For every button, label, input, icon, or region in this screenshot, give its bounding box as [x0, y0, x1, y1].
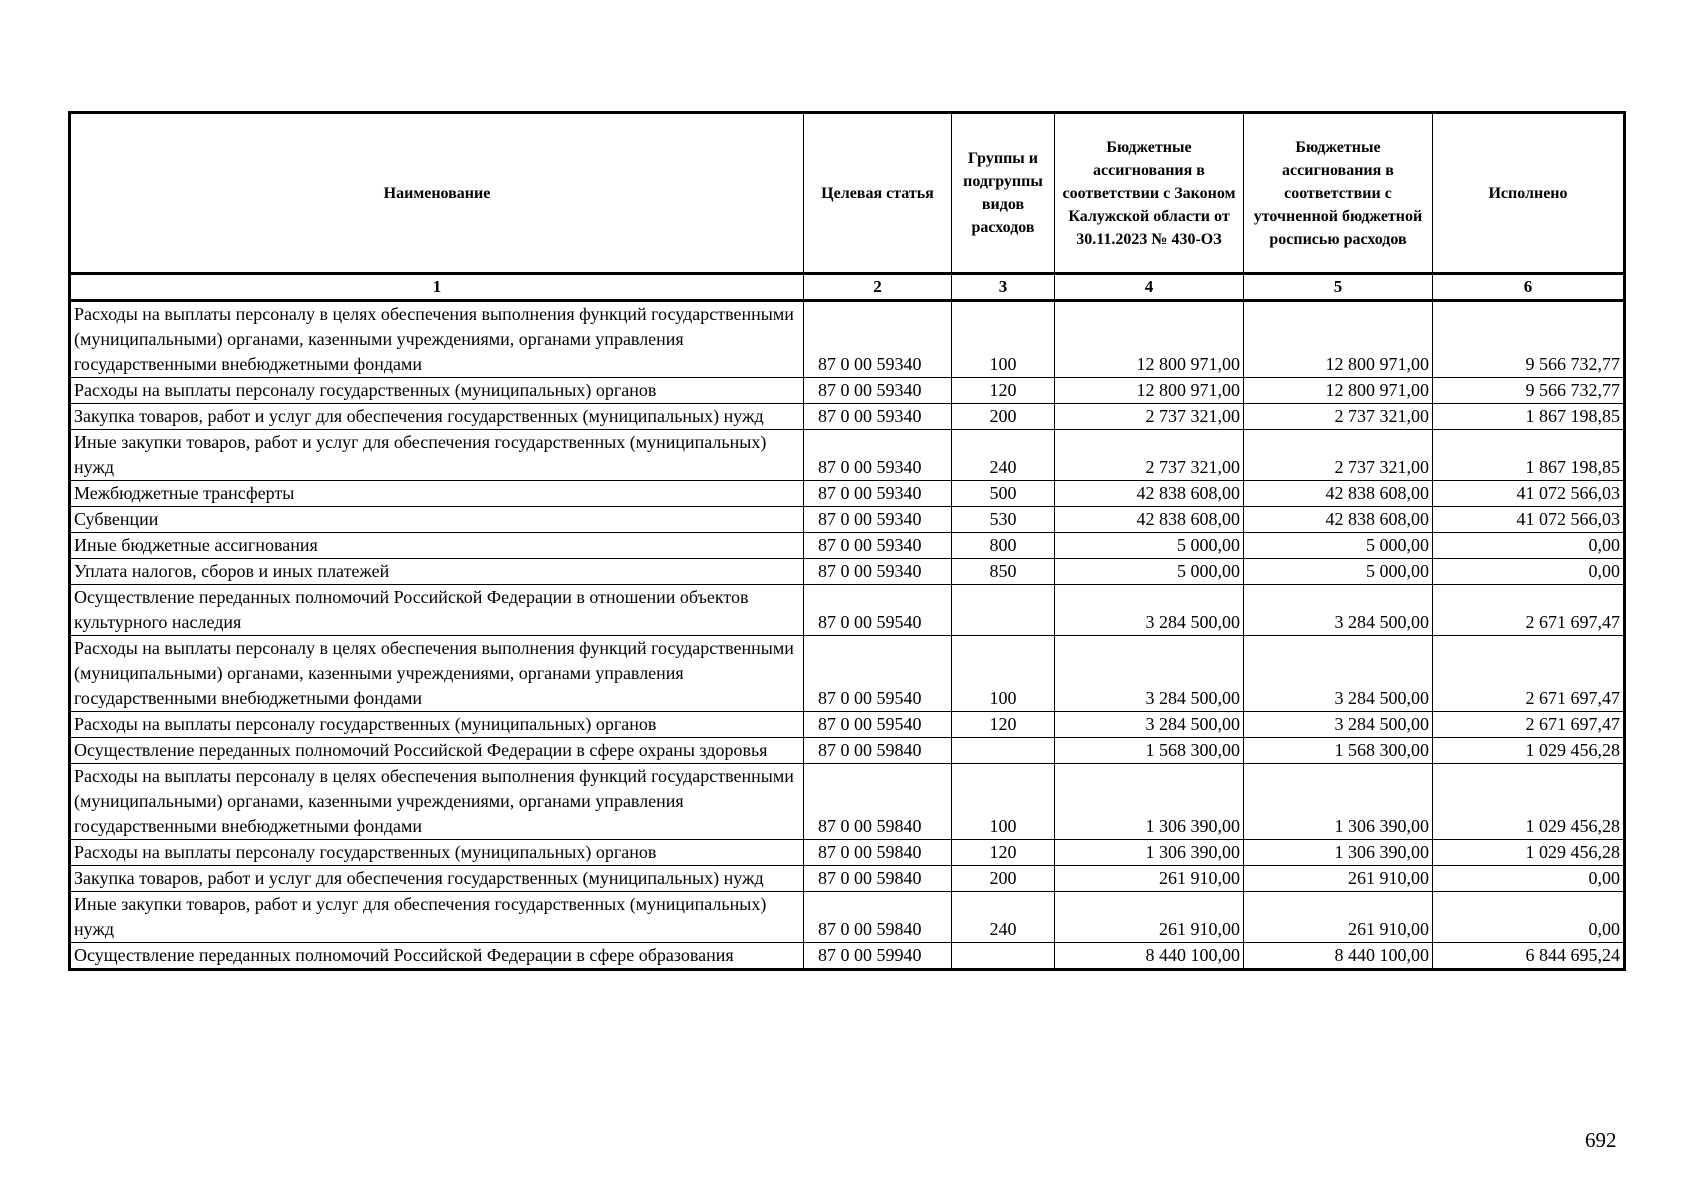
- row-target-article-cell: 87 0 00 59840: [804, 764, 952, 840]
- row-law-allocation-cell: 42 838 608,00: [1055, 507, 1244, 533]
- table-header: [70, 113, 1625, 301]
- row-executed-cell: 2 671 697,47: [1433, 636, 1625, 712]
- table-row: [70, 301, 1625, 378]
- row-name-cell: Закупка товаров, работ и услуг для обеспечения государственных (муниципальных) нужд: [70, 404, 804, 430]
- table-row: [70, 533, 1625, 559]
- page-number: 692: [1585, 1128, 1617, 1152]
- row-law-allocation-cell: 2 737 321,00: [1055, 404, 1244, 430]
- row-name-cell: Расходы на выплаты персоналу государственных (муниципальных) органов: [70, 712, 804, 738]
- row-refined-allocation-cell: 261 910,00: [1244, 866, 1433, 892]
- row-refined-allocation-cell: 12 800 971,00: [1244, 301, 1433, 378]
- row-expense-group-cell: 500: [952, 481, 1055, 507]
- row-target-article-cell: 87 0 00 59540: [804, 636, 952, 712]
- row-target-article-cell: 87 0 00 59840: [804, 840, 952, 866]
- row-expense-group-cell: 200: [952, 404, 1055, 430]
- row-executed-cell: 1 029 456,28: [1433, 840, 1625, 866]
- table-body: [70, 301, 1625, 970]
- table-row: [70, 943, 1625, 970]
- row-refined-allocation-cell: 1 568 300,00: [1244, 738, 1433, 764]
- table-row: [70, 559, 1625, 585]
- row-executed-cell: 6 844 695,24: [1433, 943, 1625, 970]
- column-number: 2: [804, 274, 952, 301]
- row-refined-allocation-cell: 42 838 608,00: [1244, 507, 1433, 533]
- row-name-cell: Расходы на выплаты персоналу государственных (муниципальных) органов: [70, 378, 804, 404]
- column-number: 4: [1055, 274, 1244, 301]
- row-target-article-cell: 87 0 00 59340: [804, 301, 952, 378]
- row-law-allocation-cell: 3 284 500,00: [1055, 712, 1244, 738]
- row-executed-cell: 41 072 566,03: [1433, 481, 1625, 507]
- row-target-article-cell: 87 0 00 59340: [804, 507, 952, 533]
- column-number: 5: [1244, 274, 1433, 301]
- row-refined-allocation-cell: 8 440 100,00: [1244, 943, 1433, 970]
- row-refined-allocation-cell: 5 000,00: [1244, 559, 1433, 585]
- row-refined-allocation-cell: 3 284 500,00: [1244, 712, 1433, 738]
- row-law-allocation-cell: 42 838 608,00: [1055, 481, 1244, 507]
- header-expense-groups: Группы и подгруппы видов расходов: [952, 113, 1055, 274]
- row-law-allocation-cell: 12 800 971,00: [1055, 301, 1244, 378]
- table-row: [70, 866, 1625, 892]
- table-row: [70, 636, 1625, 712]
- row-expense-group-cell: 100: [952, 301, 1055, 378]
- row-target-article-cell: 87 0 00 59340: [804, 430, 952, 481]
- row-executed-cell: 1 029 456,28: [1433, 738, 1625, 764]
- row-name-cell: Уплата налогов, сборов и иных платежей: [70, 559, 804, 585]
- row-expense-group-cell: 120: [952, 840, 1055, 866]
- header-law-allocations: Бюджетные ассигнования в соответствии с Законом Калужской области от 30.11.2023 № 430-ОЗ: [1055, 113, 1244, 274]
- row-executed-cell: 2 671 697,47: [1433, 585, 1625, 636]
- row-refined-allocation-cell: 261 910,00: [1244, 892, 1433, 943]
- row-refined-allocation-cell: 5 000,00: [1244, 533, 1433, 559]
- row-name-cell: Расходы на выплаты персоналу в целях обеспечения выполнения функций государственными (муниципальными) органами, казенными учреждениями, органами управления государственными внебюджетными фондами: [70, 636, 804, 712]
- row-law-allocation-cell: 8 440 100,00: [1055, 943, 1244, 970]
- row-expense-group-cell: 100: [952, 764, 1055, 840]
- row-refined-allocation-cell: 3 284 500,00: [1244, 636, 1433, 712]
- row-target-article-cell: 87 0 00 59340: [804, 404, 952, 430]
- row-target-article-cell: 87 0 00 59340: [804, 481, 952, 507]
- row-executed-cell: 0,00: [1433, 559, 1625, 585]
- row-name-cell: Осуществление переданных полномочий Российской Федерации в отношении объектов культурного наследия: [70, 585, 804, 636]
- row-name-cell: Закупка товаров, работ и услуг для обеспечения государственных (муниципальных) нужд: [70, 866, 804, 892]
- row-target-article-cell: 87 0 00 59840: [804, 892, 952, 943]
- row-target-article-cell: 87 0 00 59940: [804, 943, 952, 970]
- row-expense-group-cell: [952, 943, 1055, 970]
- table-row: [70, 764, 1625, 840]
- row-executed-cell: 9 566 732,77: [1433, 301, 1625, 378]
- row-refined-allocation-cell: 12 800 971,00: [1244, 378, 1433, 404]
- table-row: [70, 430, 1625, 481]
- row-expense-group-cell: [952, 738, 1055, 764]
- row-executed-cell: 0,00: [1433, 892, 1625, 943]
- row-expense-group-cell: 530: [952, 507, 1055, 533]
- header-executed: Исполнено: [1433, 113, 1625, 274]
- row-refined-allocation-cell: 1 306 390,00: [1244, 840, 1433, 866]
- row-refined-allocation-cell: 3 284 500,00: [1244, 585, 1433, 636]
- row-expense-group-cell: 120: [952, 378, 1055, 404]
- column-number: 3: [952, 274, 1055, 301]
- row-name-cell: Расходы на выплаты персоналу в целях обеспечения выполнения функций государственными (муниципальными) органами, казенными учреждениями, органами управления государственными внебюджетными фондами: [70, 301, 804, 378]
- row-target-article-cell: 87 0 00 59540: [804, 712, 952, 738]
- row-law-allocation-cell: 12 800 971,00: [1055, 378, 1244, 404]
- row-law-allocation-cell: 261 910,00: [1055, 866, 1244, 892]
- table-row: [70, 507, 1625, 533]
- row-name-cell: Расходы на выплаты персоналу государственных (муниципальных) органов: [70, 840, 804, 866]
- row-name-cell: Иные закупки товаров, работ и услуг для обеспечения государственных (муниципальных) нужд: [70, 892, 804, 943]
- row-name-cell: Осуществление переданных полномочий Российской Федерации в сфере образования: [70, 943, 804, 970]
- header-refined-allocations: Бюджетные ассигнования в соответствии с уточненной бюджетной росписью расходов: [1244, 113, 1433, 274]
- row-expense-group-cell: 240: [952, 892, 1055, 943]
- row-refined-allocation-cell: 1 306 390,00: [1244, 764, 1433, 840]
- table-row: [70, 712, 1625, 738]
- row-law-allocation-cell: 261 910,00: [1055, 892, 1244, 943]
- column-number: 1: [70, 274, 804, 301]
- row-target-article-cell: 87 0 00 59540: [804, 585, 952, 636]
- row-law-allocation-cell: 1 568 300,00: [1055, 738, 1244, 764]
- table-row: [70, 404, 1625, 430]
- row-law-allocation-cell: 2 737 321,00: [1055, 430, 1244, 481]
- header-target-article: Целевая статья: [804, 113, 952, 274]
- table-row: [70, 378, 1625, 404]
- row-target-article-cell: 87 0 00 59340: [804, 533, 952, 559]
- row-executed-cell: 9 566 732,77: [1433, 378, 1625, 404]
- row-executed-cell: 2 671 697,47: [1433, 712, 1625, 738]
- row-refined-allocation-cell: 42 838 608,00: [1244, 481, 1433, 507]
- row-refined-allocation-cell: 2 737 321,00: [1244, 430, 1433, 481]
- row-law-allocation-cell: 3 284 500,00: [1055, 585, 1244, 636]
- row-expense-group-cell: 200: [952, 866, 1055, 892]
- row-executed-cell: 1 867 198,85: [1433, 404, 1625, 430]
- row-law-allocation-cell: 3 284 500,00: [1055, 636, 1244, 712]
- table-row: [70, 585, 1625, 636]
- row-executed-cell: 1 029 456,28: [1433, 764, 1625, 840]
- row-name-cell: Иные бюджетные ассигнования: [70, 533, 804, 559]
- row-law-allocation-cell: 5 000,00: [1055, 559, 1244, 585]
- row-expense-group-cell: 800: [952, 533, 1055, 559]
- row-expense-group-cell: [952, 585, 1055, 636]
- row-expense-group-cell: 850: [952, 559, 1055, 585]
- row-name-cell: Межбюджетные трансферты: [70, 481, 804, 507]
- budget-table: [68, 111, 1626, 971]
- column-number-row: [70, 274, 1625, 301]
- row-law-allocation-cell: 5 000,00: [1055, 533, 1244, 559]
- row-name-cell: Субвенции: [70, 507, 804, 533]
- row-expense-group-cell: 120: [952, 712, 1055, 738]
- row-name-cell: Осуществление переданных полномочий Российской Федерации в сфере охраны здоровья: [70, 738, 804, 764]
- row-law-allocation-cell: 1 306 390,00: [1055, 840, 1244, 866]
- table-row: [70, 892, 1625, 943]
- table-row: [70, 481, 1625, 507]
- row-target-article-cell: 87 0 00 59340: [804, 559, 952, 585]
- row-executed-cell: 41 072 566,03: [1433, 507, 1625, 533]
- row-executed-cell: 1 867 198,85: [1433, 430, 1625, 481]
- row-name-cell: Иные закупки товаров, работ и услуг для обеспечения государственных (муниципальных) нужд: [70, 430, 804, 481]
- table-row: [70, 738, 1625, 764]
- column-number: 6: [1433, 274, 1625, 301]
- row-expense-group-cell: 100: [952, 636, 1055, 712]
- row-target-article-cell: 87 0 00 59840: [804, 866, 952, 892]
- row-law-allocation-cell: 1 306 390,00: [1055, 764, 1244, 840]
- row-executed-cell: 0,00: [1433, 533, 1625, 559]
- table-row: [70, 840, 1625, 866]
- row-target-article-cell: 87 0 00 59840: [804, 738, 952, 764]
- row-executed-cell: 0,00: [1433, 866, 1625, 892]
- row-refined-allocation-cell: 2 737 321,00: [1244, 404, 1433, 430]
- row-name-cell: Расходы на выплаты персоналу в целях обеспечения выполнения функций государственными (муниципальными) органами, казенными учреждениями, органами управления государственными внебюджетными фондами: [70, 764, 804, 840]
- header-row: [70, 113, 1625, 274]
- row-target-article-cell: 87 0 00 59340: [804, 378, 952, 404]
- row-expense-group-cell: 240: [952, 430, 1055, 481]
- header-name: Наименование: [70, 113, 804, 274]
